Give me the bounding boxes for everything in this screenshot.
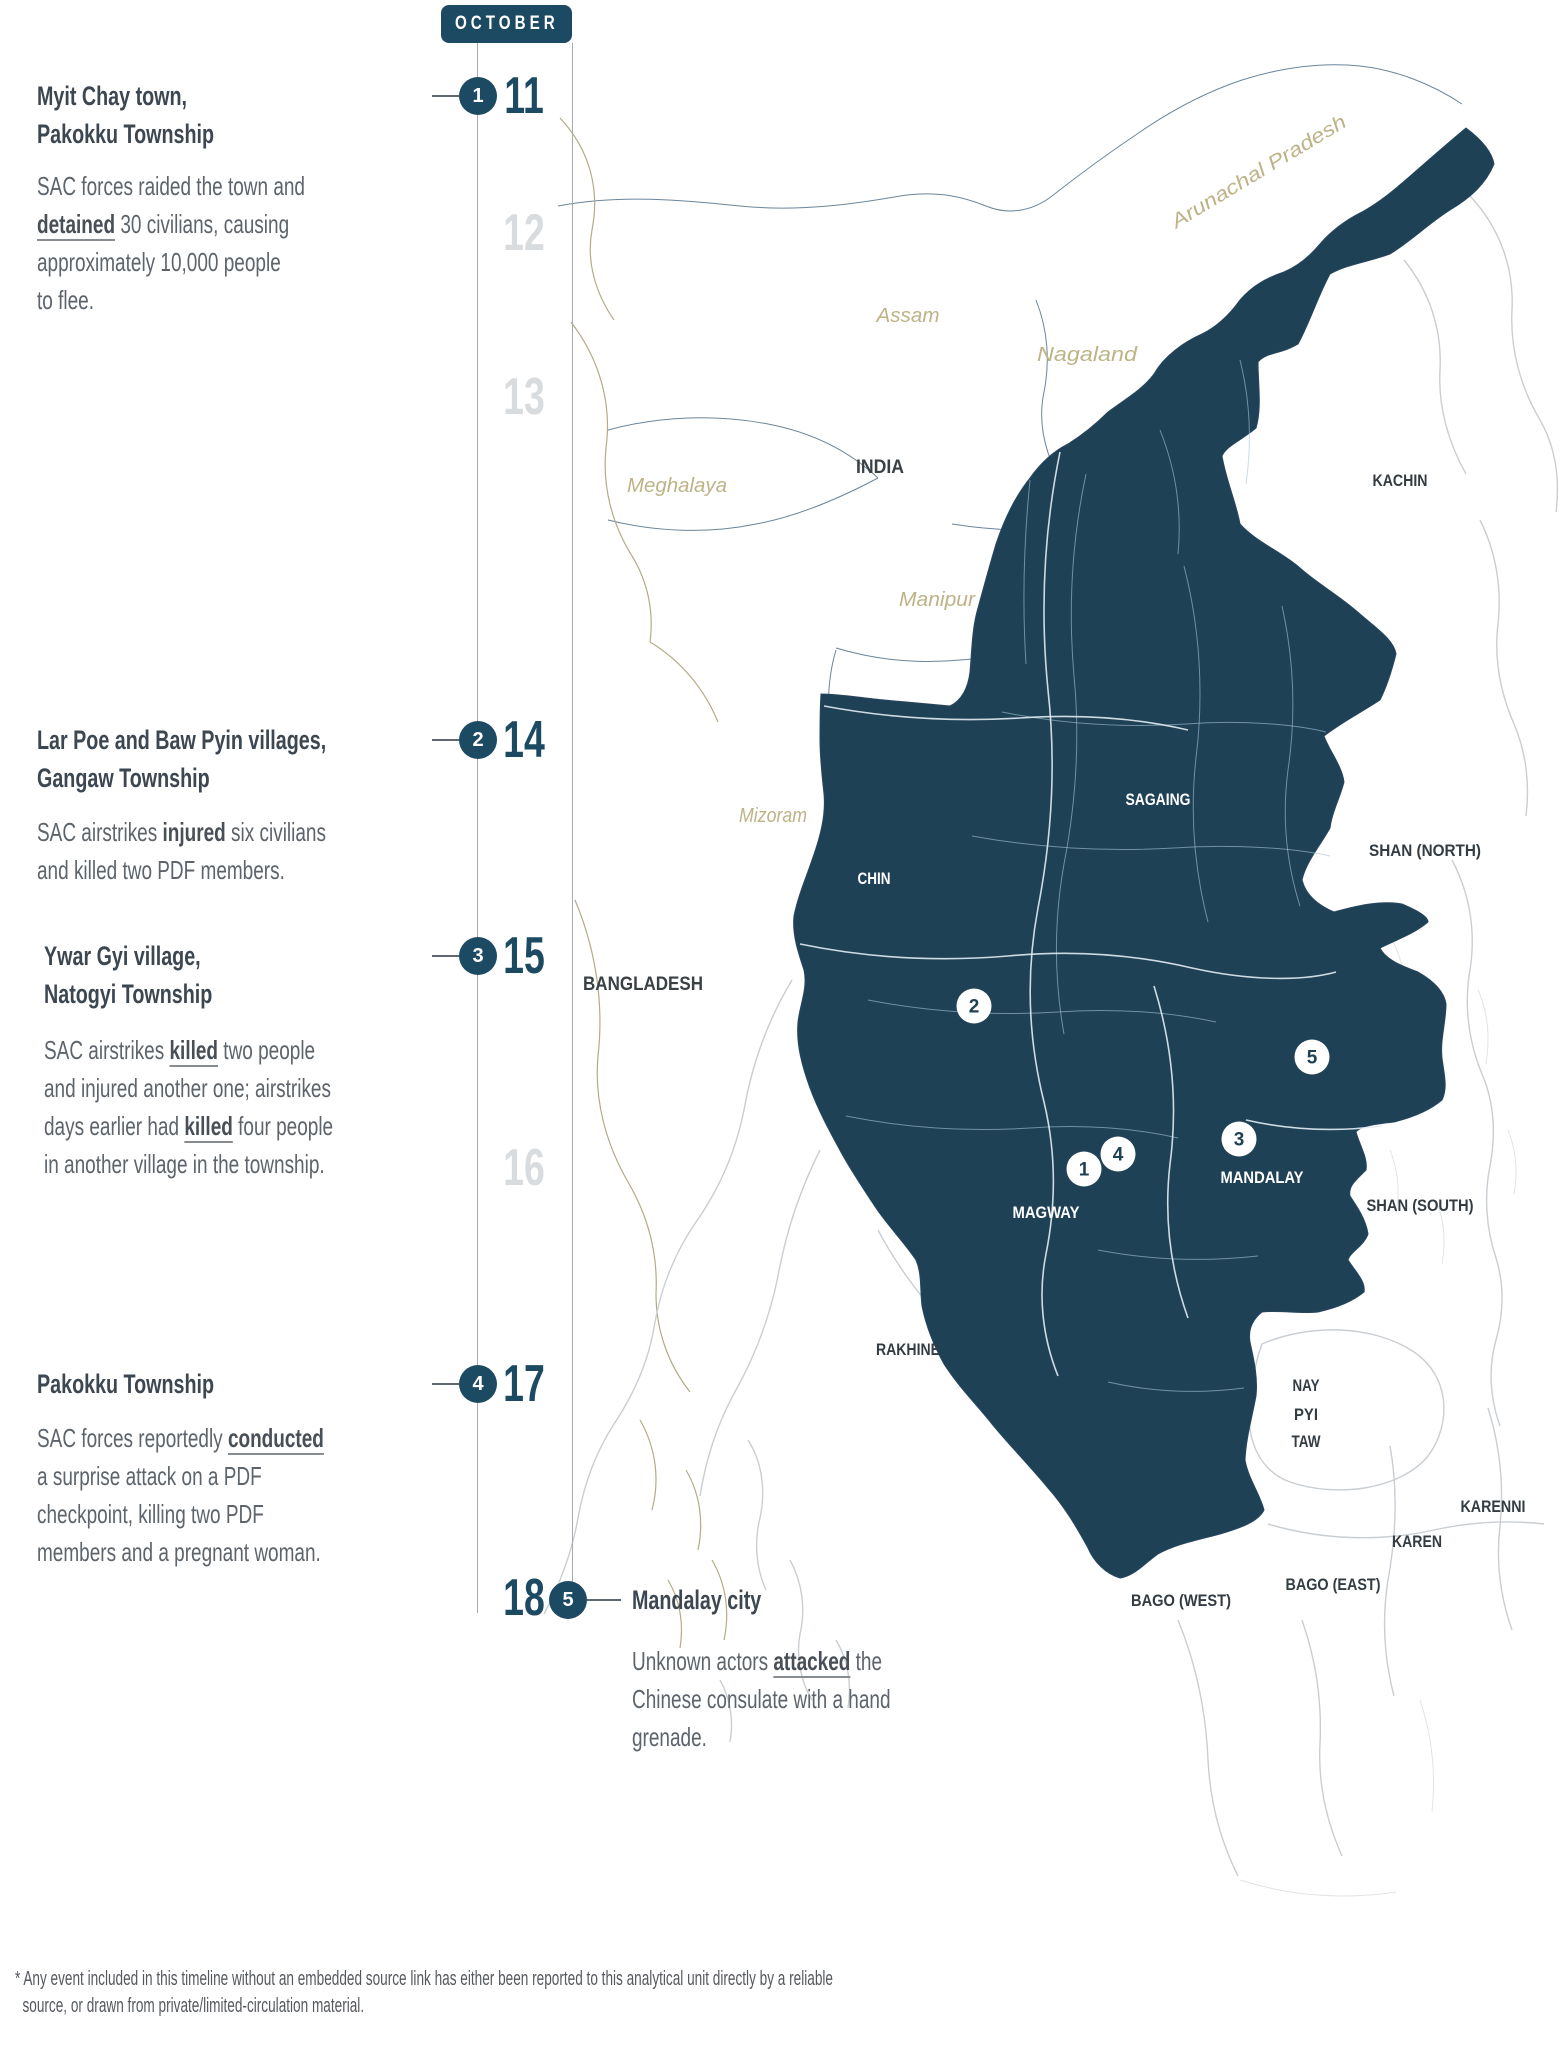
label-nay: NAY bbox=[1292, 1376, 1321, 1395]
map-marker-4-number: 4 bbox=[1112, 1144, 1124, 1166]
tick-event-5 bbox=[587, 1599, 621, 1601]
event-2-body: SAC airstrikes injured six civilians and killed two PDF members. bbox=[37, 817, 326, 885]
label-mizoram: Mizoram bbox=[739, 805, 807, 827]
timeline-marker-3: 3 bbox=[459, 937, 497, 975]
event-2-heading-line-1: Lar Poe and Baw Pyin villages, bbox=[37, 725, 327, 755]
map-marker-3 bbox=[1222, 1122, 1257, 1157]
label-meghalaya: Meghalaya bbox=[627, 475, 727, 497]
event-3-body: SAC airstrikes killed two people and injured another one; airstrikes days earlier had killed four people in another village in the township. bbox=[44, 1035, 334, 1179]
event-entry-1 bbox=[37, 77, 373, 319]
event-2-heading-line-2: Gangaw Township bbox=[37, 763, 210, 793]
label-rakhine: RAKHINE bbox=[876, 1340, 940, 1359]
tick-event-2 bbox=[432, 739, 459, 741]
event-3-heading-line-1: Ywar Gyi village, bbox=[44, 941, 201, 971]
map-marker-1-number: 1 bbox=[1078, 1159, 1090, 1181]
event-1-heading bbox=[37, 77, 373, 153]
label-shan-north: SHAN (NORTH) bbox=[1369, 841, 1481, 860]
map-marker-4 bbox=[1101, 1137, 1136, 1172]
label-assam: Assam bbox=[875, 305, 940, 327]
timeline-marker-2: 2 bbox=[459, 721, 497, 759]
karenni-east-border bbox=[1488, 1408, 1512, 1630]
label-arunachal-pradesh: Arunachal Pradesh bbox=[1167, 126, 1325, 233]
date-14: 14 bbox=[503, 711, 545, 769]
date-15: 15 bbox=[503, 927, 545, 985]
event-5-heading-line-1: Mandalay city bbox=[632, 1585, 762, 1615]
label-manipur: Manipur bbox=[899, 589, 977, 611]
event-4-body: SAC forces reportedly conducted a surprise attack on a PDF checkpoint, killing two PDF members and a pregnant woman. bbox=[37, 1423, 324, 1567]
event-entry-2 bbox=[37, 721, 373, 889]
label-shan-south: SHAN (SOUTH) bbox=[1366, 1196, 1474, 1215]
label-taw: TAW bbox=[1291, 1432, 1322, 1451]
map-marker-2-number: 2 bbox=[968, 996, 980, 1018]
date-17: 17 bbox=[503, 1355, 545, 1413]
rakhine-inner-coast bbox=[700, 1150, 820, 1496]
label-mandalay: MANDALAY bbox=[1220, 1169, 1304, 1187]
shan-east-border bbox=[1452, 860, 1502, 1426]
event-entry-5 bbox=[632, 1581, 968, 1756]
rakhine-coastline bbox=[544, 980, 792, 1614]
label-karen: KAREN bbox=[1392, 1532, 1442, 1551]
label-india: INDIA bbox=[856, 457, 905, 478]
timeline-marker-1: 1 bbox=[459, 77, 497, 115]
india-west-border bbox=[560, 118, 614, 320]
label-bago-east: BAGO (EAST) bbox=[1285, 1575, 1381, 1594]
label-kachin: KACHIN bbox=[1372, 471, 1428, 490]
month-badge bbox=[441, 5, 572, 43]
event-4-heading bbox=[37, 1365, 373, 1403]
timeline-marker-4: 4 bbox=[459, 1365, 497, 1403]
event-5-heading bbox=[632, 1581, 968, 1619]
south-faint-lines bbox=[1240, 1700, 1434, 1896]
map-marker-3-number: 3 bbox=[1233, 1129, 1245, 1151]
tick-event-4 bbox=[432, 1383, 459, 1385]
label-bago-west: BAGO (WEST) bbox=[1131, 1591, 1231, 1610]
month-badge-label: OCTOBER bbox=[454, 13, 559, 34]
map-marker-5-number: 5 bbox=[1306, 1047, 1318, 1069]
event-1-heading-line-2: Pakokku Township bbox=[37, 119, 215, 149]
event-entry-4 bbox=[37, 1365, 373, 1571]
date-16: 16 bbox=[503, 1139, 545, 1197]
tick-event-3 bbox=[432, 955, 459, 957]
bago-divider-border bbox=[1302, 1620, 1342, 1856]
timeline-spine-right bbox=[572, 43, 573, 1583]
tick-event-1 bbox=[432, 95, 459, 97]
kachin-shan-border bbox=[1480, 520, 1528, 816]
event-entry-3 bbox=[44, 937, 380, 1183]
event-5-body: Unknown actors attacked the Chinese consulate with a hand grenade. bbox=[632, 1646, 891, 1752]
event-1-body: SAC forces raided the town and detained 30 civilians, causing approximately 10,000 people to flee. bbox=[37, 171, 305, 315]
map-marker-2 bbox=[957, 989, 992, 1024]
label-karenni: KARENNI bbox=[1460, 1497, 1526, 1516]
date-11: 11 bbox=[504, 67, 544, 125]
label-magway: MAGWAY bbox=[1012, 1204, 1080, 1222]
date-12: 12 bbox=[503, 204, 545, 262]
date-18: 18 bbox=[503, 1569, 545, 1627]
map-marker-1 bbox=[1067, 1152, 1102, 1187]
date-13: 13 bbox=[503, 368, 545, 426]
kachin-east-border bbox=[1470, 196, 1557, 512]
label-sagaing: SAGAING bbox=[1125, 791, 1191, 809]
footnote bbox=[15, 1966, 833, 2020]
event-1-heading-line-1: Myit Chay town, bbox=[37, 81, 188, 111]
timeline-marker-5: 5 bbox=[549, 1581, 587, 1619]
event-3-heading bbox=[44, 937, 380, 1013]
bago-west-border bbox=[1178, 1620, 1238, 1876]
meghalaya-north-border bbox=[608, 418, 878, 478]
kachin-inner-border bbox=[1404, 260, 1466, 474]
event-2-heading bbox=[37, 721, 373, 797]
label-nagaland: Nagaland bbox=[1037, 344, 1139, 366]
footnote-line-2: source, or drawn from private/limited-circulation material. bbox=[22, 1995, 365, 2017]
event-3-heading-line-2: Natogyi Township bbox=[44, 979, 213, 1009]
map-marker-5 bbox=[1295, 1040, 1330, 1075]
label-pyi: PYI bbox=[1294, 1405, 1318, 1424]
event-4-heading-line-1: Pakokku Township bbox=[37, 1369, 215, 1399]
nay-pyi-taw-outline bbox=[1249, 1330, 1444, 1490]
label-bangladesh: BANGLADESH bbox=[583, 974, 703, 995]
footnote-line-1: * Any event included in this timeline without an embedded source link has either been reported to this analytical unit directly by a reliable bbox=[15, 1968, 833, 1990]
bangladesh-tripura-border bbox=[650, 642, 718, 722]
label-chin: CHIN bbox=[857, 870, 891, 888]
